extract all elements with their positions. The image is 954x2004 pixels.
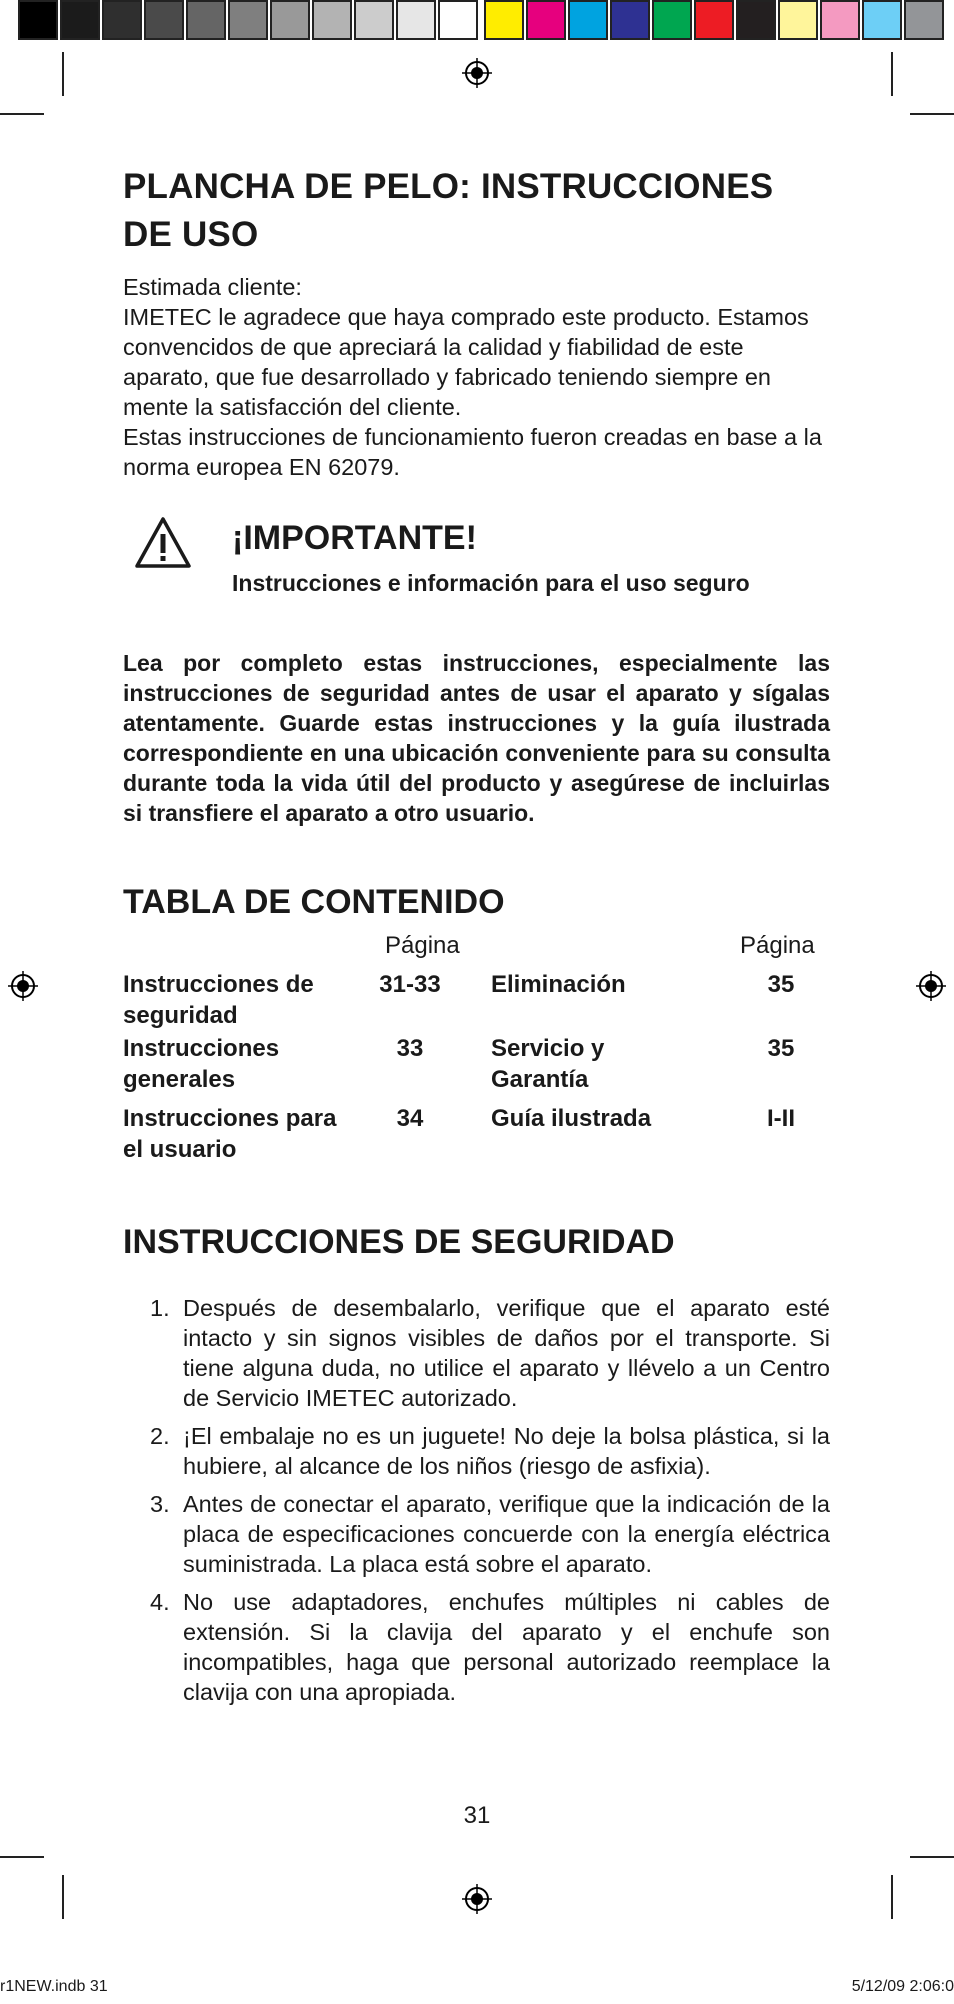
grayscale-color-bar: [18, 0, 480, 44]
color-swatch: [396, 0, 436, 40]
color-swatch: [354, 0, 394, 40]
page-number: 31: [463, 1802, 491, 1829]
color-swatch: [228, 0, 268, 40]
color-swatch: [60, 0, 100, 40]
list-item: 2. ¡El embalaje no es un juguete! No deje la bolsa plástica, si la hubiere, al alcance de los niños (riesgo de asfixia).: [150, 1423, 830, 1479]
process-color-bar: [484, 0, 946, 44]
safety-list: [123, 1293, 830, 1715]
color-swatch: [820, 0, 860, 40]
color-swatch: [652, 0, 692, 40]
color-swatch: [736, 0, 776, 40]
crop-mark: [62, 52, 64, 96]
intro-paragraph: IMETEC le agradece que haya comprado este producto. Estamos convencidos de que apreciará la calidad y fiabilidad de este aparato, que fue desarrollado y fabricado teniendo siempre en mente la satisfacción del cliente.: [123, 304, 809, 420]
crop-mark: [891, 52, 893, 96]
footer-filename: r1NEW.indb 31: [0, 1978, 108, 1995]
list-item: 4. No use adaptadores, enchufes múltiples ni cables de extensión. Si la clavija del aparato y el enchufe son incompatibles, haga que personal autorizado reemplace la clavija con una apropiada.: [150, 1589, 830, 1705]
page-title: PLANCHA DE PELO: INSTRUCCIONES DE USO: [123, 167, 774, 254]
color-swatch: [270, 0, 310, 40]
list-item: 3. Antes de conectar el aparato, verifique que la indicación de la placa de especificaciones concuerde con la energía eléctrica suministrada. La placa está sobre el aparato.: [150, 1491, 830, 1577]
color-swatch: [610, 0, 650, 40]
registration-mark-icon: [462, 58, 492, 88]
color-swatch: [438, 0, 478, 40]
crop-mark: [891, 1875, 893, 1919]
color-swatch: [18, 0, 58, 40]
important-title: ¡IMPORTANTE!: [232, 519, 477, 557]
toc-heading: TABLA DE CONTENIDO: [123, 883, 505, 921]
toc-entry: Guía ilustrada: [491, 1105, 652, 1132]
crop-mark: [62, 1875, 64, 1919]
warning-triangle-icon: [134, 516, 192, 570]
toc-entry-page: 34: [396, 1105, 424, 1132]
greeting: Estimada cliente:: [123, 274, 302, 300]
color-swatch: [186, 0, 226, 40]
crop-mark: [0, 1856, 44, 1858]
color-swatch: [904, 0, 944, 40]
toc-entry-page: 33: [396, 1035, 424, 1062]
toc-page-label: Página: [385, 932, 460, 959]
color-swatch: [526, 0, 566, 40]
crop-mark: [0, 113, 44, 115]
toc-entry-page: 35: [767, 971, 795, 998]
color-swatch: [484, 0, 524, 40]
color-swatch: [568, 0, 608, 40]
color-swatch: [144, 0, 184, 40]
toc-entry: Eliminación: [491, 971, 626, 998]
toc-page-label: Página: [740, 932, 815, 959]
important-subtitle: Instrucciones e información para el uso seguro: [232, 570, 750, 596]
color-swatch: [312, 0, 352, 40]
color-swatch: [778, 0, 818, 40]
color-swatch: [694, 0, 734, 40]
toc-entry: Instrucciones generales: [123, 1035, 280, 1093]
toc-entry: Instrucciones para el usuario: [123, 1105, 337, 1163]
intro-paragraph: Estas instrucciones de funcionamiento fueron creadas en base a la norma europea EN 62079.: [123, 424, 822, 480]
crop-mark: [910, 113, 954, 115]
registration-mark-icon: [462, 1884, 492, 1914]
toc-entry: Servicio y Garantía: [491, 1035, 605, 1093]
footer-date: 5/12/09 2:06:0: [851, 1978, 954, 1995]
registration-mark-icon: [8, 971, 38, 1001]
toc-entry: Instrucciones de seguridad: [123, 971, 314, 1029]
crop-mark: [910, 1856, 954, 1858]
registration-mark-icon: [916, 971, 946, 1001]
safety-heading: INSTRUCCIONES DE SEGURIDAD: [123, 1223, 675, 1261]
color-swatch: [862, 0, 902, 40]
color-swatch: [102, 0, 142, 40]
toc-entry-page: I-II: [767, 1105, 795, 1132]
list-item: 1. Después de desembalarlo, verifique que el aparato esté intacto y sin signos visibles de daños por el transporte. Si tiene alguna duda, no utilice el aparato y llévelo a un Centro de Servicio IMETEC autorizado.: [150, 1295, 830, 1411]
important-text: Lea por completo estas instrucciones, especialmente las instrucciones de seguridad antes de usar el aparato y sígalas atentamente. Guarde estas instrucciones y la guía ilustrada correspondiente en una ubicación conveniente para su consulta durante toda la vida útil del producto y asegúrese de incluirlas si transfiere el aparato a otro usuario.: [123, 650, 830, 826]
toc-entry-page: 31-33: [379, 971, 441, 998]
toc-entry-page: 35: [767, 1035, 795, 1062]
